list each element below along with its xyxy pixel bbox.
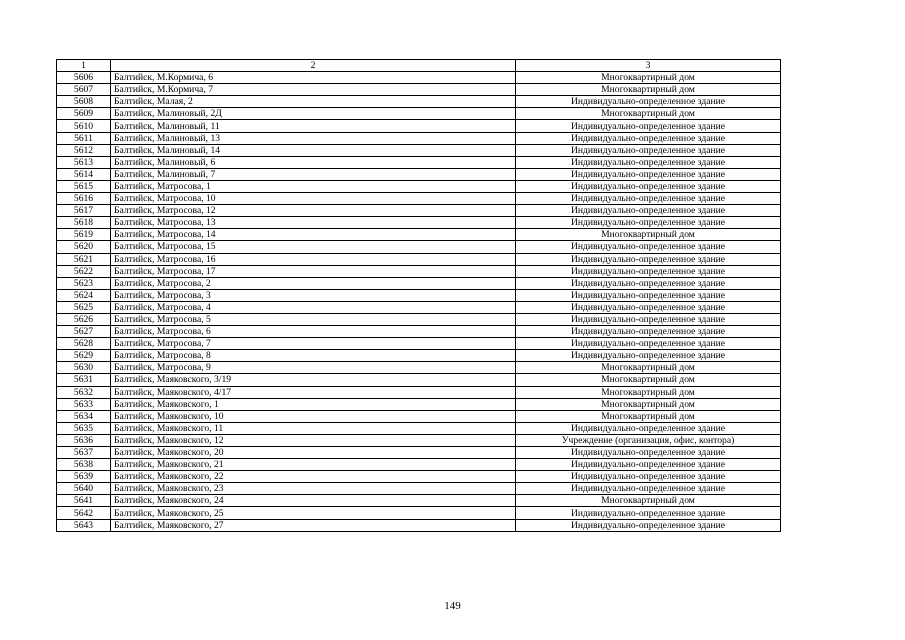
address-cell: Балтийск, Маяковского, 21 [111, 459, 516, 471]
address-cell: Балтийск, Матросова, 7 [111, 338, 516, 350]
building-type-cell: Индивидуально-определенное здание [516, 277, 781, 289]
address-cell: Балтийск, Маяковского, 10 [111, 410, 516, 422]
building-type-cell: Индивидуально-определенное здание [516, 507, 781, 519]
row-number-cell: 5606 [57, 72, 111, 84]
building-type-cell: Индивидуально-определенное здание [516, 483, 781, 495]
address-cell: Балтийск, Матросова, 10 [111, 193, 516, 205]
address-cell: Балтийск, Матросова, 1 [111, 180, 516, 192]
address-cell: Балтийск, Матросова, 3 [111, 289, 516, 301]
building-type-cell: Индивидуально-определенное здание [516, 338, 781, 350]
table-row [57, 447, 781, 459]
building-type-cell: Многоквартирный дом [516, 362, 781, 374]
table-row [57, 193, 781, 205]
row-number-cell: 5625 [57, 301, 111, 313]
property-registry-table [56, 59, 781, 532]
building-type-cell: Индивидуально-определенное здание [516, 168, 781, 180]
row-number-cell: 5616 [57, 193, 111, 205]
row-number-cell: 5633 [57, 398, 111, 410]
address-cell: Балтийск, Малиновый, 6 [111, 156, 516, 168]
address-cell: Балтийск, Матросова, 15 [111, 241, 516, 253]
address-cell: Балтийск, Маяковского, 3/19 [111, 374, 516, 386]
row-number-cell: 5610 [57, 120, 111, 132]
building-type-cell: Индивидуально-определенное здание [516, 289, 781, 301]
table-row [57, 205, 781, 217]
address-cell: Балтийск, Матросова, 17 [111, 265, 516, 277]
address-cell: Балтийск, Матросова, 6 [111, 326, 516, 338]
table-row [57, 326, 781, 338]
row-number-cell: 5608 [57, 96, 111, 108]
address-cell: Балтийск, Матросова, 8 [111, 350, 516, 362]
building-type-cell: Многоквартирный дом [516, 374, 781, 386]
row-number-cell: 5622 [57, 265, 111, 277]
building-type-cell: Индивидуально-определенное здание [516, 313, 781, 325]
table-row [57, 132, 781, 144]
row-number-cell: 5607 [57, 84, 111, 96]
row-number-cell: 5638 [57, 459, 111, 471]
building-type-cell: Индивидуально-определенное здание [516, 350, 781, 362]
building-type-cell: Индивидуально-определенное здание [516, 193, 781, 205]
address-cell: Балтийск, Малиновый, 14 [111, 144, 516, 156]
column-header-1: 1 [57, 60, 111, 72]
building-type-cell: Многоквартирный дом [516, 229, 781, 241]
row-number-cell: 5636 [57, 434, 111, 446]
building-type-cell: Индивидуально-определенное здание [516, 447, 781, 459]
row-number-cell: 5617 [57, 205, 111, 217]
building-type-cell: Индивидуально-определенное здание [516, 96, 781, 108]
row-number-cell: 5641 [57, 495, 111, 507]
table-header-row [57, 60, 781, 72]
address-cell: Балтийск, Малиновый, 2Д [111, 108, 516, 120]
address-cell: Балтийск, Маяковского, 1 [111, 398, 516, 410]
address-cell: Балтийск, Маяковского, 22 [111, 471, 516, 483]
table-row [57, 84, 781, 96]
building-type-cell: Многоквартирный дом [516, 398, 781, 410]
table-row [57, 519, 781, 531]
building-type-cell: Индивидуально-определенное здание [516, 519, 781, 531]
table-row [57, 120, 781, 132]
table-row [57, 180, 781, 192]
column-header-2: 2 [111, 60, 516, 72]
row-number-cell: 5620 [57, 241, 111, 253]
table-row [57, 495, 781, 507]
row-number-cell: 5623 [57, 277, 111, 289]
row-number-cell: 5639 [57, 471, 111, 483]
row-number-cell: 5640 [57, 483, 111, 495]
row-number-cell: 5635 [57, 422, 111, 434]
row-number-cell: 5626 [57, 313, 111, 325]
address-cell: Балтийск, Матросова, 5 [111, 313, 516, 325]
address-cell: Балтийск, М.Кормича, 6 [111, 72, 516, 84]
building-type-cell: Индивидуально-определенное здание [516, 326, 781, 338]
address-cell: Балтийск, Матросова, 13 [111, 217, 516, 229]
building-type-cell: Многоквартирный дом [516, 495, 781, 507]
address-cell: Балтийск, Матросова, 16 [111, 253, 516, 265]
building-type-cell: Индивидуально-определенное здание [516, 241, 781, 253]
building-type-cell: Учреждение (организация, офис, контора) [516, 434, 781, 446]
building-type-cell: Индивидуально-определенное здание [516, 471, 781, 483]
address-cell: Балтийск, Матросова, 4 [111, 301, 516, 313]
address-cell: Балтийск, Малиновый, 13 [111, 132, 516, 144]
row-number-cell: 5628 [57, 338, 111, 350]
building-type-cell: Многоквартирный дом [516, 84, 781, 96]
address-cell: Балтийск, Матросова, 12 [111, 205, 516, 217]
address-cell: Балтийск, Маяковского, 24 [111, 495, 516, 507]
table-row [57, 350, 781, 362]
building-type-cell: Многоквартирный дом [516, 410, 781, 422]
table-row [57, 471, 781, 483]
table-row [57, 217, 781, 229]
row-number-cell: 5613 [57, 156, 111, 168]
table-row [57, 459, 781, 471]
building-type-cell: Многоквартирный дом [516, 108, 781, 120]
table-row [57, 398, 781, 410]
building-type-cell: Индивидуально-определенное здание [516, 120, 781, 132]
page-number: 149 [444, 600, 461, 612]
building-type-cell: Индивидуально-определенное здание [516, 301, 781, 313]
row-number-cell: 5609 [57, 108, 111, 120]
row-number-cell: 5619 [57, 229, 111, 241]
row-number-cell: 5615 [57, 180, 111, 192]
row-number-cell: 5631 [57, 374, 111, 386]
building-type-cell: Индивидуально-определенное здание [516, 253, 781, 265]
address-cell: Балтийск, Маяковского, 20 [111, 447, 516, 459]
row-number-cell: 5632 [57, 386, 111, 398]
row-number-cell: 5643 [57, 519, 111, 531]
building-type-cell: Индивидуально-определенное здание [516, 180, 781, 192]
building-type-cell: Индивидуально-определенное здание [516, 205, 781, 217]
table-row [57, 265, 781, 277]
building-type-cell: Индивидуально-определенное здание [516, 132, 781, 144]
table-row [57, 156, 781, 168]
row-number-cell: 5630 [57, 362, 111, 374]
table-row [57, 338, 781, 350]
row-number-cell: 5618 [57, 217, 111, 229]
table-row [57, 289, 781, 301]
building-type-cell: Индивидуально-определенное здание [516, 422, 781, 434]
table-row [57, 168, 781, 180]
table-row [57, 362, 781, 374]
table-row [57, 241, 781, 253]
address-cell: Балтийск, Маяковского, 25 [111, 507, 516, 519]
address-cell: Балтийск, Матросова, 9 [111, 362, 516, 374]
table-row [57, 72, 781, 84]
table-body [57, 60, 781, 532]
column-header-3: 3 [516, 60, 781, 72]
table-row [57, 507, 781, 519]
table-row [57, 374, 781, 386]
row-number-cell: 5612 [57, 144, 111, 156]
table-row [57, 434, 781, 446]
building-type-cell: Индивидуально-определенное здание [516, 144, 781, 156]
row-number-cell: 5629 [57, 350, 111, 362]
table-row [57, 229, 781, 241]
row-number-cell: 5627 [57, 326, 111, 338]
address-cell: Балтийск, Маяковского, 4/17 [111, 386, 516, 398]
table-row [57, 313, 781, 325]
building-type-cell: Многоквартирный дом [516, 72, 781, 84]
table-row [57, 386, 781, 398]
table-row [57, 410, 781, 422]
building-type-cell: Индивидуально-определенное здание [516, 217, 781, 229]
row-number-cell: 5637 [57, 447, 111, 459]
building-type-cell: Индивидуально-определенное здание [516, 459, 781, 471]
address-cell: Балтийск, Матросова, 14 [111, 229, 516, 241]
address-cell: Балтийск, Матросова, 2 [111, 277, 516, 289]
table-row [57, 96, 781, 108]
address-cell: Балтийск, Малиновый, 7 [111, 168, 516, 180]
address-cell: Балтийск, Маяковского, 11 [111, 422, 516, 434]
table-row [57, 253, 781, 265]
address-cell: Балтийск, Маяковского, 27 [111, 519, 516, 531]
address-cell: Балтийск, Маяковского, 23 [111, 483, 516, 495]
address-cell: Балтийск, М.Кормича, 7 [111, 84, 516, 96]
table-row [57, 144, 781, 156]
table-row [57, 277, 781, 289]
row-number-cell: 5642 [57, 507, 111, 519]
address-cell: Балтийск, Маяковского, 12 [111, 434, 516, 446]
address-cell: Балтийск, Малая, 2 [111, 96, 516, 108]
table-row [57, 483, 781, 495]
row-number-cell: 5621 [57, 253, 111, 265]
address-cell: Балтийск, Малиновый, 11 [111, 120, 516, 132]
row-number-cell: 5611 [57, 132, 111, 144]
row-number-cell: 5634 [57, 410, 111, 422]
building-type-cell: Индивидуально-определенное здание [516, 156, 781, 168]
row-number-cell: 5614 [57, 168, 111, 180]
building-type-cell: Индивидуально-определенное здание [516, 265, 781, 277]
building-type-cell: Многоквартирный дом [516, 386, 781, 398]
table-row [57, 422, 781, 434]
table-row [57, 301, 781, 313]
table-row [57, 108, 781, 120]
row-number-cell: 5624 [57, 289, 111, 301]
